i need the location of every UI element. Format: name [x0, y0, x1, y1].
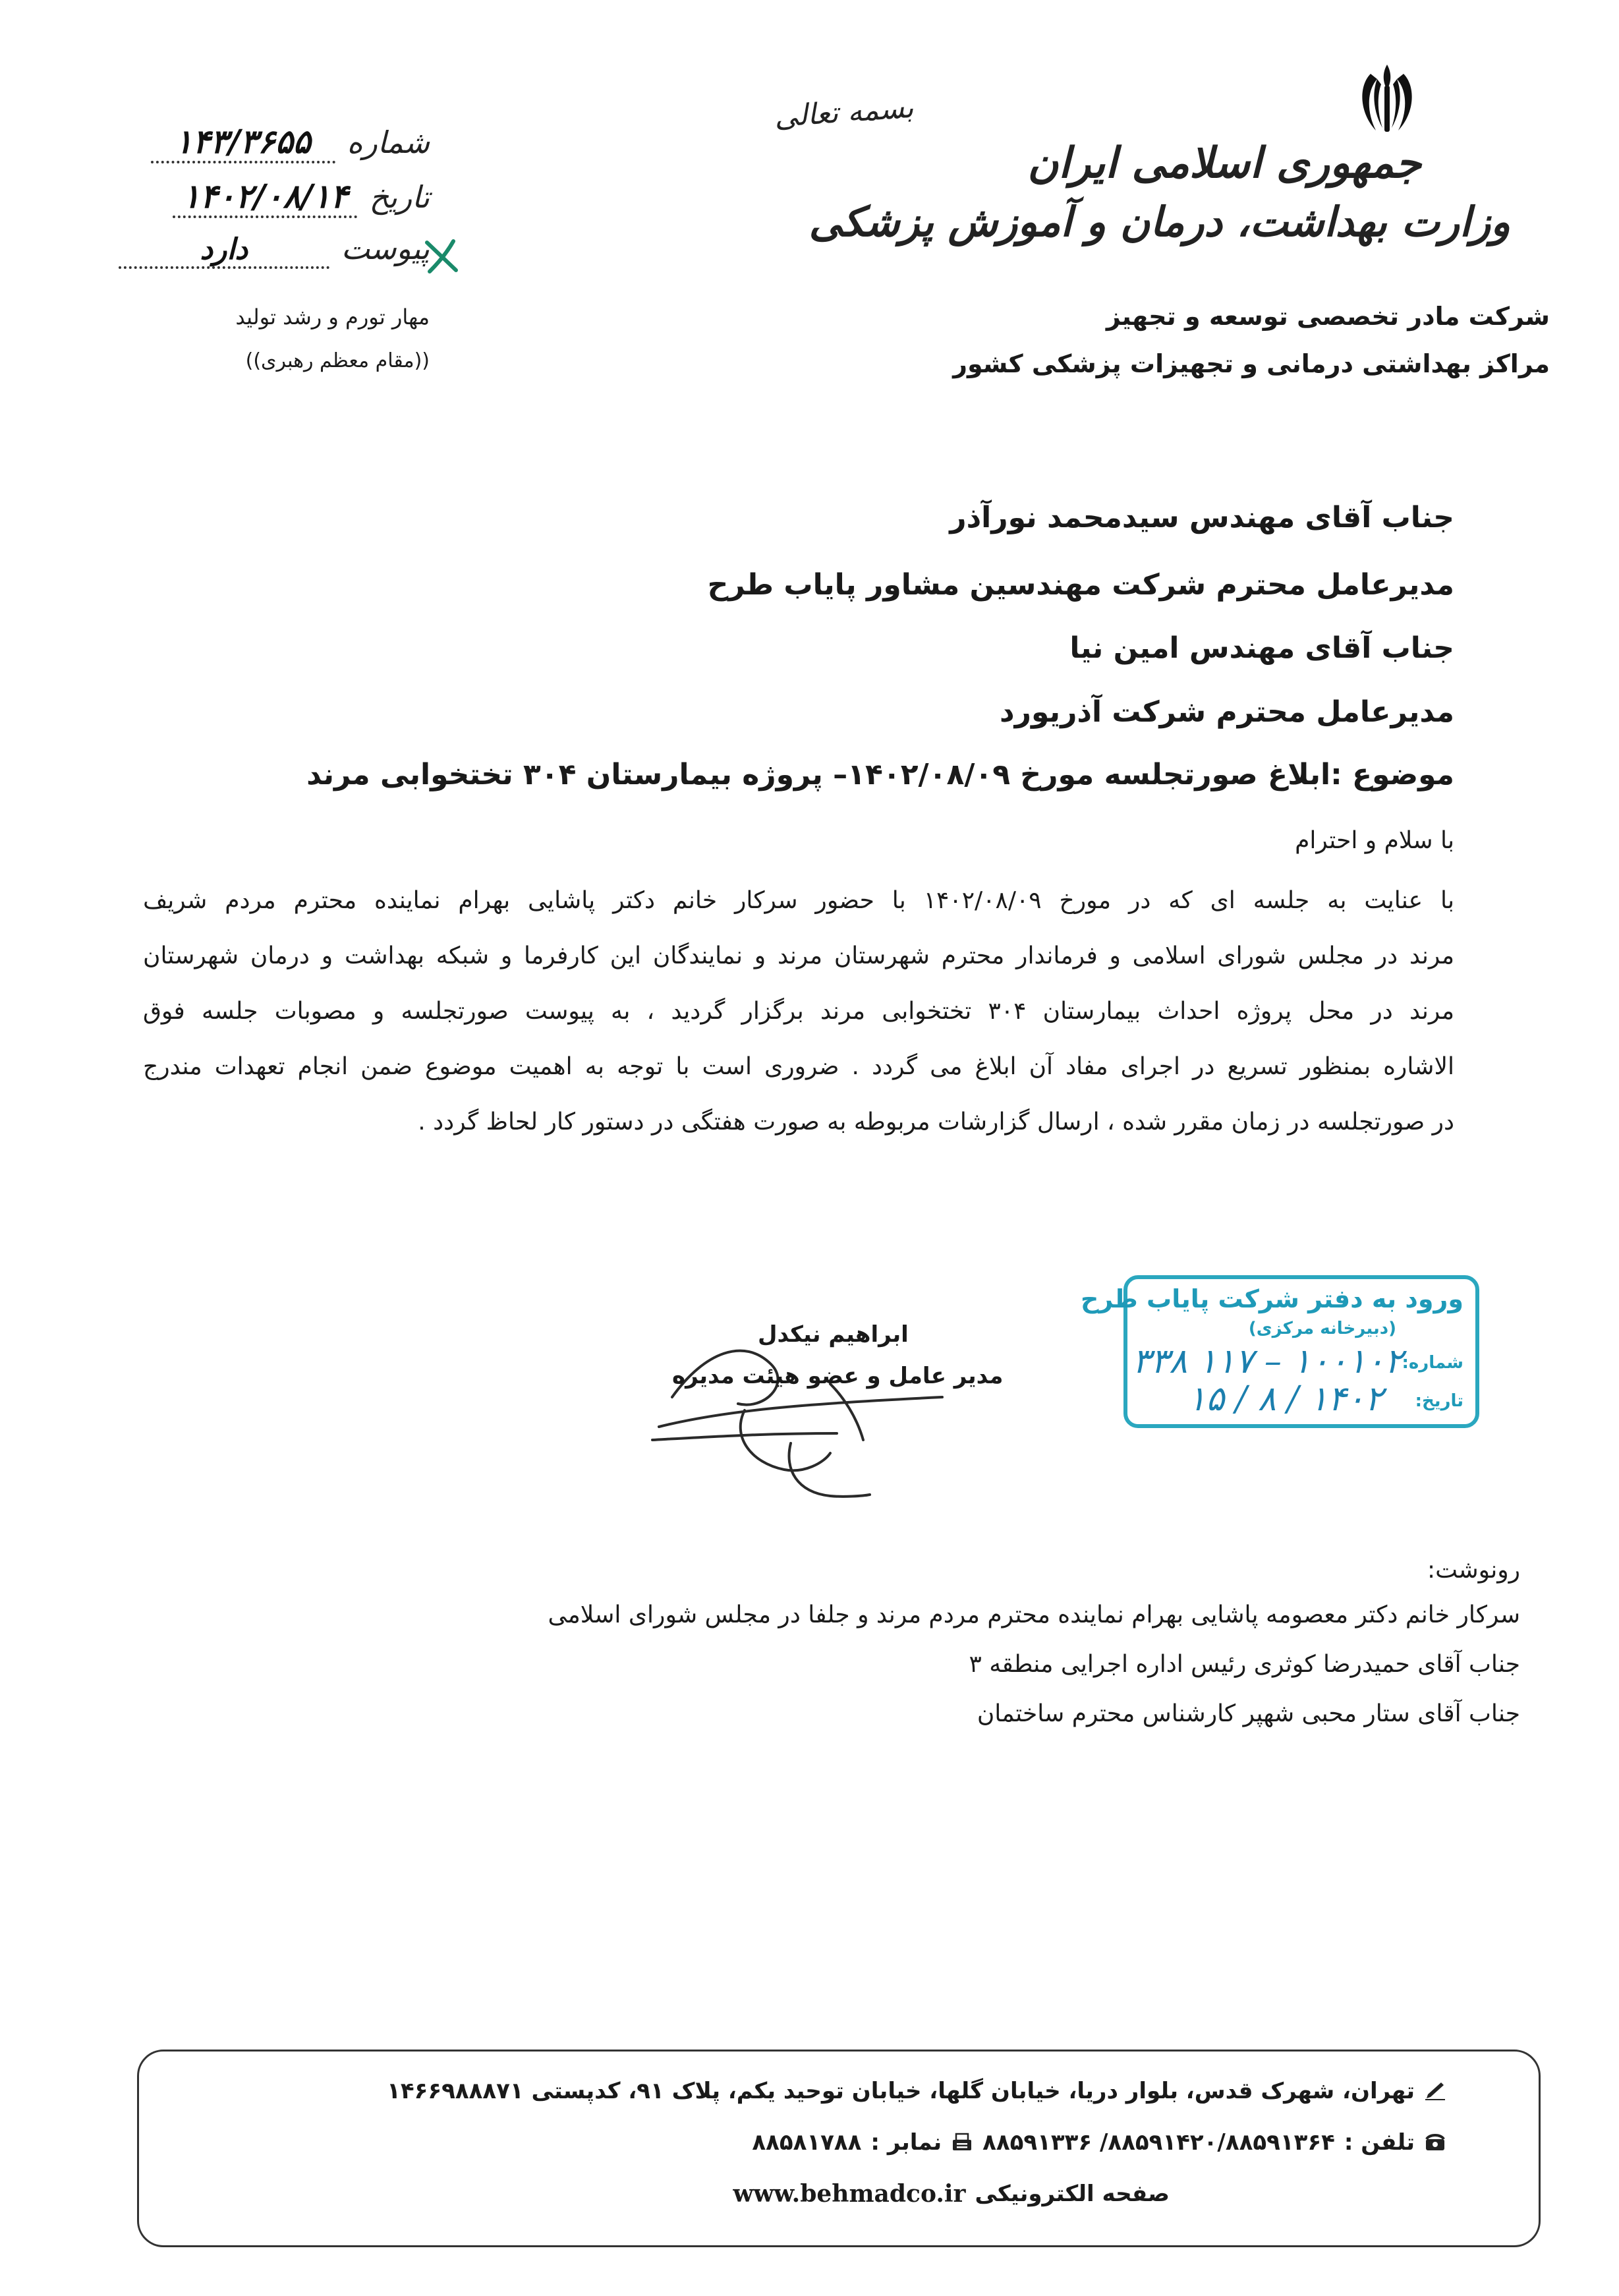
- stamp-title: ورود به دفتر شرکت پایاب طرح: [1080, 1284, 1463, 1313]
- ministry-title: وزارت بهداشت، درمان و آموزش پزشکی: [809, 198, 1510, 246]
- body-line: در صورتجلسه در زمان مقرر شده ، ارسال گزارشات مربوطه به صورت هفتگی در دستور کار لحاظ گردد .: [418, 1108, 1454, 1135]
- letter-subject: موضوع :ابلاغ صورتجلسه مورخ ۱۴۰۲/۰۸/۰۹– پروژه بیمارستان ۳۰۴ تختخوابی مرند: [306, 758, 1454, 791]
- stamp-date-label: تاریخ:: [1415, 1391, 1463, 1411]
- republic-title: جمهوری اسلامی ایران: [1027, 138, 1421, 188]
- cc-item: جناب آقای ستار محبی شهپر کارشناس محترم ساختمان: [977, 1700, 1520, 1727]
- slogan-text: مهار تورم و رشد تولید: [235, 304, 430, 330]
- cc-label: رونوشت:: [1427, 1557, 1520, 1584]
- footer-address: تهران، شهرک قدس، بلوار دریا، خیابان گلها، خیابان توحید یکم، پلاک ۹۱، کدپستی ۱۴۶۶۹۸۸۸۷۱: [387, 2078, 1415, 2104]
- recipient-line: جناب آقای مهندس سیدمحمد نورآذر: [950, 501, 1454, 534]
- stamp-subtitle: (دبیرخانه مرکزی): [1248, 1319, 1396, 1338]
- footer-box: [137, 2050, 1541, 2247]
- recipient-line: مدیرعامل محترم شرکت مهندسین مشاور پایاب طرح: [707, 568, 1454, 602]
- greeting: با سلام و احترام: [1295, 827, 1454, 854]
- check-mark-icon: [422, 236, 461, 275]
- letter-attachment-row: [119, 231, 430, 269]
- letter-date-row: [173, 177, 430, 218]
- received-stamp: [1080, 1275, 1479, 1428]
- cc-item: جناب آقای حمیدرضا کوثری رئیس اداره اجرایی منطقه ۳: [969, 1651, 1520, 1678]
- phone-icon: [1424, 2133, 1446, 2152]
- body-line: با عنایت به جلسه ای که در مورخ ۱۴۰۲/۰۸/۰۹ با حضور سرکار خانم دکتر پاشایی بهرام نماینده محترم مردم شریف: [143, 887, 1454, 914]
- slogan-source: ((مقام معظم رهبری)): [245, 349, 430, 372]
- letter-date-value: ۱۴۰۲/۰۸/۱۴: [173, 177, 357, 218]
- pen-icon: [1424, 2081, 1446, 2101]
- recipient-line: جناب آقای مهندس امین نیا: [1069, 631, 1454, 665]
- body-line: مرند در مجلس شورای اسلامی و فرماندار محترم شهرستان مرند و نمایندگان این کارفرما و شبکه بهداشت و درمان شهرستان: [143, 942, 1454, 969]
- footer-address-line: [387, 2078, 1446, 2104]
- stamp-number-value: ۱۰۰۱۰۲ – ۱۱۷ ۳۳۸: [1132, 1342, 1403, 1381]
- iran-emblem-icon: [1344, 59, 1430, 138]
- footer-web-line: [733, 2180, 1170, 2208]
- phone-value: ۸۸۵۹۱۴۲۰/۸۸۵۹۱۳۶۴/ ۸۸۵۹۱۳۳۶: [982, 2129, 1335, 2156]
- recipient-line: مدیرعامل محترم شرکت آذریورد: [1000, 695, 1454, 729]
- letter-date-label: تاریخ: [369, 179, 430, 215]
- letter-number-row: [151, 122, 430, 163]
- company-name-line1: شرکت مادر تخصصی توسعه و تجهیز: [1106, 302, 1550, 331]
- letter-number-value: ۱۴۳/۳۶۵۵: [151, 122, 335, 163]
- body-line: مرند در محل پروژه احداث بیمارستان ۳۰۴ تختخوابی مرند برگزار گردید ، به پیوست صورتجلسه و مصوبات جلسه فوق: [143, 998, 1455, 1025]
- letter-attachment-label: پیوست: [341, 231, 430, 266]
- footer-contact-line: [752, 2129, 1446, 2156]
- stamp-date-value: ۱۴۰۲ / ۸ / ۱۵: [1187, 1379, 1383, 1419]
- letter-body: [143, 873, 1454, 1150]
- fax-label: نمابر :: [870, 2129, 942, 2156]
- cc-item: سرکار خانم دکتر معصومه پاشایی بهرام نماینده محترم مردم مرند و جلفا در مجلس شورای اسلامی: [548, 1601, 1520, 1628]
- signer-name: ابراهیم نیکدل: [758, 1321, 909, 1348]
- phone-label: تلفن :: [1344, 2129, 1415, 2156]
- website-link[interactable]: www.behmadco.ir: [733, 2180, 966, 2208]
- basmala: بسمه تعالی: [773, 90, 915, 134]
- letter-number-label: شماره: [347, 125, 430, 160]
- web-label: صفحه الکترونیکی: [975, 2181, 1170, 2207]
- body-line: الاشاره بمنظور تسریع در اجرای مفاد آن ابلاغ می گردد . ضروری است با توجه به اهمیت موضوع ضمن انجام تعهدات مندرج: [143, 1053, 1454, 1080]
- signer-title: مدیر عامل و عضو هیئت مدیره: [672, 1363, 1004, 1389]
- fax-value: ۸۸۵۸۱۷۸۸: [752, 2129, 862, 2156]
- stamp-number-label: شماره:: [1402, 1353, 1463, 1373]
- company-name-line2: مراکز بهداشتی درمانی و تجهیزات پزشکی کشور: [953, 349, 1550, 378]
- letter-attachment-value: دارد: [119, 233, 329, 269]
- fax-icon: [951, 2133, 973, 2152]
